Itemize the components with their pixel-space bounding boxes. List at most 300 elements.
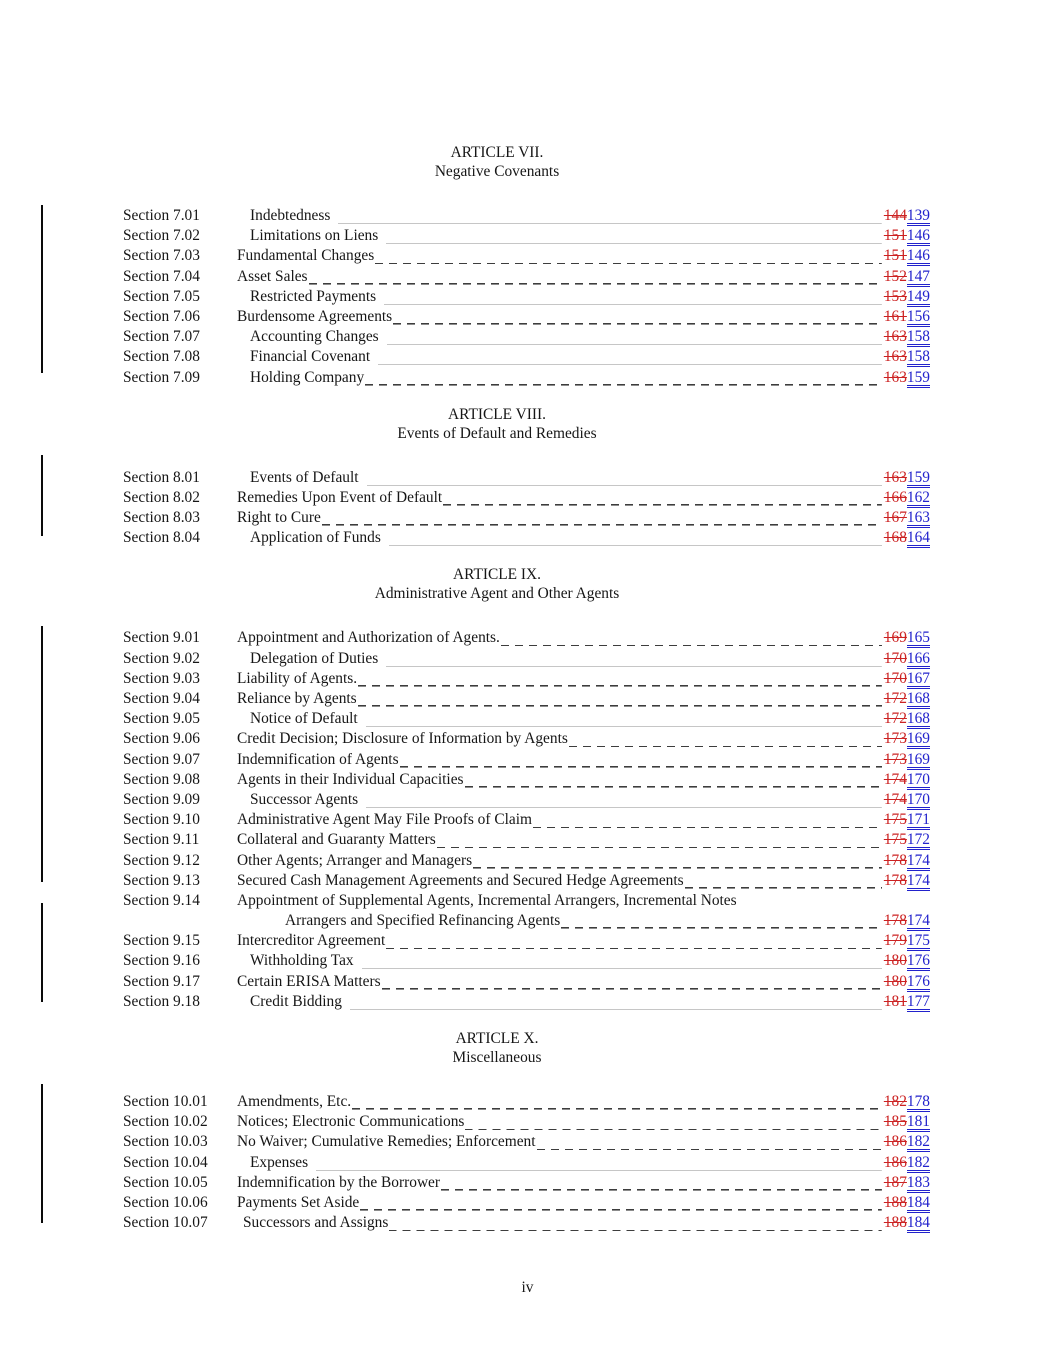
- leader-line: [561, 911, 882, 929]
- section-number: Section 8.04: [123, 529, 200, 547]
- section-number: Section 9.09: [123, 790, 200, 808]
- toc-row: [123, 488, 930, 508]
- section-number: Section 10.03: [123, 1133, 208, 1151]
- article-heading: ARTICLE IX.: [453, 566, 541, 584]
- leader-line: [316, 1153, 882, 1171]
- table-of-contents: [123, 143, 930, 1250]
- toc-row: [123, 931, 930, 951]
- page-numbers: [884, 830, 930, 850]
- section-title: Appointment of Supplemental Agents, Incremental Arrangers, Incremental Notes: [237, 891, 737, 909]
- section-number: Section 7.04: [123, 267, 200, 285]
- page-number-footer: iv: [521, 1279, 534, 1296]
- page-numbers: [884, 528, 930, 548]
- page-numbers: [884, 750, 930, 770]
- page-numbers: [884, 508, 930, 528]
- new-page-number: 146: [906, 227, 930, 245]
- page-numbers: [884, 689, 930, 709]
- section-title: Amendments, Etc.: [237, 1093, 352, 1110]
- toc-row: [123, 689, 930, 709]
- old-page-number: 178: [883, 851, 907, 869]
- page-numbers: [884, 851, 930, 871]
- leader-line: [441, 1173, 882, 1191]
- toc-row: [123, 1092, 930, 1112]
- leader-line: [358, 689, 882, 707]
- new-page-number: 174: [906, 851, 930, 869]
- page-numbers: [884, 649, 930, 669]
- section-title: Credit Bidding: [250, 992, 342, 1010]
- section-title: Indemnification of Agents: [237, 750, 399, 768]
- section-list: [123, 628, 930, 1012]
- toc-row: [123, 368, 930, 388]
- old-page-number: 172: [883, 690, 907, 707]
- section-title: Indemnification by the Borrower: [237, 1173, 441, 1191]
- leader-line: [338, 206, 881, 224]
- section-number: Section 8.01: [123, 468, 200, 486]
- section-number: Section 8.02: [123, 488, 200, 506]
- leader-line: [437, 830, 882, 848]
- change-bar: [41, 455, 43, 536]
- toc-article: [123, 565, 930, 1029]
- new-page-number: 165: [906, 629, 930, 647]
- old-page-number: 188: [883, 1193, 907, 1211]
- section-number: Section 9.05: [123, 710, 200, 728]
- article-spacer: [123, 1012, 930, 1029]
- article-subtitle: Miscellaneous: [452, 1049, 542, 1066]
- article-subtitle: Negative Covenants: [434, 163, 560, 180]
- section-title: Expenses: [250, 1153, 309, 1171]
- toc-row: [123, 790, 930, 810]
- page-numbers: [884, 1173, 930, 1193]
- leader-line: [443, 488, 882, 506]
- leader-line: [350, 992, 882, 1010]
- old-page-number: 167: [883, 509, 907, 527]
- article-heading: ARTICLE VII.: [450, 144, 544, 161]
- section-number: Section 9.14: [123, 891, 200, 909]
- section-title: No Waiver; Cumulative Remedies; Enforcement: [237, 1133, 536, 1151]
- page-numbers: [884, 368, 930, 388]
- article-heading: ARTICLE X.: [455, 1030, 539, 1047]
- page-numbers: [884, 770, 930, 790]
- article-heading-block: [123, 565, 871, 603]
- toc-row: [123, 468, 930, 488]
- change-bar: [41, 903, 43, 1002]
- section-list: [123, 206, 930, 388]
- section-title: Withholding Tax: [250, 952, 354, 970]
- leader-line: [352, 1092, 882, 1110]
- section-number: Section 10.04: [123, 1153, 208, 1171]
- toc-row: [123, 226, 930, 246]
- page-numbers: [884, 1092, 930, 1112]
- section-number: Section 10.05: [123, 1173, 208, 1191]
- new-page-number: 174: [906, 912, 930, 930]
- toc-row: [123, 729, 930, 749]
- leader-line: [378, 347, 882, 365]
- new-page-number: 168: [906, 710, 930, 728]
- old-page-number: 174: [883, 790, 907, 808]
- leader-line: [465, 1112, 881, 1130]
- page-numbers: [884, 226, 930, 246]
- new-page-number: 167: [906, 669, 930, 687]
- toc-row: [123, 628, 930, 648]
- article-subtitle: Administrative Agent and Other Agents: [374, 585, 620, 603]
- leader-line: [358, 669, 882, 687]
- leader-line: [387, 327, 882, 345]
- leader-line: [386, 226, 882, 244]
- section-title: Right to Cure: [237, 509, 321, 527]
- page-numbers: [884, 287, 930, 307]
- article-heading-block: [123, 405, 871, 443]
- leader-line: [465, 770, 882, 788]
- toc-row: [123, 972, 930, 992]
- old-page-number: 163: [883, 348, 907, 366]
- section-number: Section 7.03: [123, 247, 200, 265]
- article-spacer: [123, 388, 930, 405]
- section-title: Reliance by Agents: [237, 690, 357, 707]
- toc-row: [123, 911, 930, 931]
- article-spacer: [123, 1233, 930, 1250]
- article-heading-block: [123, 1029, 871, 1067]
- new-page-number: 178: [906, 1093, 930, 1110]
- section-number: Section 9.15: [123, 932, 200, 950]
- toc-row: [123, 810, 930, 830]
- page-numbers: [884, 911, 930, 931]
- page-numbers: [884, 1193, 930, 1213]
- section-number: Section 7.01: [123, 207, 200, 224]
- page-numbers: [884, 951, 930, 971]
- toc-row: [123, 1153, 930, 1173]
- section-title: Limitations on Liens: [250, 227, 379, 245]
- section-number: Section 7.09: [123, 368, 200, 386]
- section-title: Restricted Payments: [250, 287, 377, 305]
- section-title: Remedies Upon Event of Default: [237, 488, 443, 506]
- section-title: Intercreditor Agreement: [237, 932, 386, 950]
- new-page-number: 159: [906, 368, 930, 386]
- section-title: Secured Cash Management Agreements and Secured Hedge Agreements: [237, 871, 684, 889]
- section-number: Section 9.03: [123, 669, 200, 687]
- leader-line: [501, 628, 882, 646]
- old-page-number: 181: [883, 992, 907, 1010]
- toc-row: [123, 891, 930, 911]
- section-number: Section 9.18: [123, 992, 200, 1010]
- toc-row: [123, 267, 930, 287]
- new-page-number: 147: [906, 267, 930, 285]
- leader-line: [309, 267, 882, 285]
- section-number: Section 9.10: [123, 811, 200, 829]
- section-title: Notices; Electronic Communications: [237, 1113, 465, 1131]
- new-page-number: 175: [906, 932, 930, 950]
- old-page-number: 152: [883, 267, 907, 285]
- toc-article: [123, 405, 930, 566]
- leader-line: [389, 528, 882, 546]
- toc-row: [123, 1173, 930, 1193]
- page-numbers: [884, 347, 930, 367]
- new-page-number: 169: [906, 730, 930, 748]
- section-number: [123, 911, 237, 931]
- new-page-number: 169: [906, 750, 930, 768]
- old-page-number: 166: [883, 488, 907, 506]
- section-title: Fundamental Changes: [237, 247, 375, 265]
- section-title: Liability of Agents.: [237, 669, 358, 687]
- section-title: Burdensome Agreements: [237, 307, 393, 325]
- page-numbers: [884, 931, 930, 951]
- old-page-number: 168: [883, 529, 907, 547]
- section-title: Agents in their Individual Capacities: [237, 770, 464, 788]
- leader-line: [685, 871, 882, 889]
- page-numbers: [884, 468, 930, 488]
- leader-line: [386, 649, 882, 667]
- section-title: Asset Sales: [237, 267, 308, 285]
- toc-row: [123, 851, 930, 871]
- old-page-number: 174: [883, 770, 907, 788]
- leader-line: [473, 851, 882, 869]
- toc-row: [123, 992, 930, 1012]
- section-title: Delegation of Duties: [250, 649, 379, 667]
- new-page-number: 182: [906, 1133, 930, 1151]
- section-title: Notice of Default: [250, 710, 358, 728]
- new-page-number: 177: [906, 992, 930, 1010]
- section-number: Section 9.08: [123, 770, 200, 788]
- section-number: Section 9.16: [123, 952, 200, 970]
- page-numbers: [884, 729, 930, 749]
- page-numbers: [884, 810, 930, 830]
- page-numbers: [884, 267, 930, 287]
- section-title: Certain ERISA Matters: [237, 972, 381, 990]
- old-page-number: 186: [883, 1153, 907, 1171]
- old-page-number: 163: [883, 328, 907, 346]
- page-numbers: [884, 246, 930, 266]
- page-numbers: [884, 488, 930, 508]
- new-page-number: 139: [906, 207, 930, 224]
- old-page-number: 161: [883, 307, 907, 325]
- leader-line: [386, 931, 882, 949]
- section-number: Section 7.07: [123, 328, 200, 346]
- section-number: Section 9.13: [123, 871, 200, 889]
- article-subtitle: Events of Default and Remedies: [397, 424, 597, 442]
- old-page-number: 175: [883, 831, 907, 849]
- old-page-number: 170: [883, 649, 907, 667]
- change-bar: [41, 1084, 43, 1223]
- leader-line: [365, 368, 882, 386]
- section-number: Section 7.02: [123, 227, 200, 245]
- new-page-number: 184: [906, 1214, 930, 1232]
- toc-row: [123, 750, 930, 770]
- old-page-number: 188: [883, 1214, 907, 1232]
- new-page-number: 163: [906, 509, 930, 527]
- new-page-number: 181: [906, 1113, 930, 1131]
- section-title: Holding Company: [250, 368, 365, 386]
- new-page-number: 156: [906, 307, 930, 325]
- old-page-number: 185: [883, 1113, 907, 1131]
- leader-line: [384, 287, 882, 305]
- section-number: Section 10.01: [123, 1093, 208, 1110]
- section-number: Section 10.02: [123, 1113, 208, 1131]
- toc-row: [123, 206, 930, 226]
- leader-line: [360, 1193, 882, 1211]
- section-title: Successors and Assigns: [243, 1214, 389, 1232]
- toc-row: [123, 1213, 930, 1233]
- toc-row: [123, 1193, 930, 1213]
- leader-line: [533, 810, 882, 828]
- toc-row: [123, 649, 930, 669]
- leader-line: [393, 307, 882, 325]
- leader-line: [569, 729, 882, 747]
- old-page-number: 151: [883, 247, 907, 265]
- section-title: Collateral and Guaranty Matters: [237, 831, 436, 849]
- page-numbers: [884, 790, 930, 810]
- section-title: Other Agents; Arranger and Managers: [237, 851, 473, 869]
- section-number: Section 9.01: [123, 629, 200, 647]
- section-title: Successor Agents: [250, 790, 359, 808]
- section-number: Section 9.06: [123, 730, 200, 748]
- toc-row: [123, 709, 930, 729]
- article-spacer: [123, 548, 930, 565]
- new-page-number: 171: [906, 811, 930, 829]
- leader-line: [382, 972, 882, 990]
- page-numbers: [884, 327, 930, 347]
- page-numbers: [884, 1153, 930, 1173]
- toc-row: [123, 871, 930, 891]
- leader-line: [367, 468, 882, 486]
- section-number: Section 7.06: [123, 307, 200, 325]
- leader-line: [389, 1213, 881, 1231]
- article-heading-block: [123, 143, 871, 181]
- section-list: [123, 468, 930, 549]
- old-page-number: 144: [883, 207, 907, 224]
- section-title: Payments Set Aside: [237, 1193, 360, 1211]
- leader-line: [322, 508, 882, 526]
- toc-row: [123, 327, 930, 347]
- toc-row: [123, 287, 930, 307]
- article-heading: ARTICLE VIII.: [448, 405, 546, 423]
- page-numbers: [884, 871, 930, 891]
- new-page-number: 176: [906, 972, 930, 990]
- section-number: Section 7.08: [123, 348, 200, 366]
- page-numbers: [884, 1132, 930, 1152]
- old-page-number: 180: [883, 952, 907, 970]
- section-title: Administrative Agent May File Proofs of Claim: [237, 811, 532, 829]
- new-page-number: 146: [906, 247, 930, 265]
- new-page-number: 183: [906, 1173, 930, 1191]
- old-page-number: 170: [883, 669, 907, 687]
- new-page-number: 159: [906, 468, 930, 486]
- toc-row: [123, 951, 930, 971]
- leader-line: [375, 246, 882, 264]
- new-page-number: 164: [906, 529, 930, 547]
- section-number: Section 10.06: [123, 1193, 208, 1211]
- old-page-number: 163: [883, 468, 907, 486]
- section-title: Credit Decision; Disclosure of Information by Agents: [237, 730, 568, 748]
- section-number: Section 9.07: [123, 750, 200, 768]
- section-number: Section 9.12: [123, 851, 200, 869]
- toc-article: [123, 143, 930, 405]
- old-page-number: 180: [883, 972, 907, 990]
- new-page-number: 184: [906, 1193, 930, 1211]
- section-number: Section 7.05: [123, 287, 200, 305]
- section-number: Section 9.02: [123, 649, 200, 667]
- old-page-number: 169: [883, 629, 907, 647]
- leader-line: [537, 1132, 882, 1150]
- page-numbers: [884, 628, 930, 648]
- leader-line: [366, 790, 882, 808]
- old-page-number: 179: [883, 932, 907, 950]
- toc-row: [123, 307, 930, 327]
- new-page-number: 176: [906, 952, 930, 970]
- old-page-number: 182: [883, 1093, 907, 1110]
- new-page-number: 162: [906, 488, 930, 506]
- section-title: Accounting Changes: [250, 328, 379, 346]
- old-page-number: 178: [883, 912, 907, 930]
- section-number: Section 9.04: [123, 690, 200, 707]
- old-page-number: 151: [883, 227, 907, 245]
- section-number: Section 9.11: [123, 831, 200, 849]
- new-page-number: 174: [906, 871, 930, 889]
- change-bar: [41, 205, 43, 373]
- page-numbers: [884, 206, 930, 226]
- toc-row: [123, 508, 930, 528]
- toc-row: [123, 528, 930, 548]
- old-page-number: 173: [883, 730, 907, 748]
- leader-line: [738, 891, 928, 909]
- page-numbers: [884, 992, 930, 1012]
- section-title: Events of Default: [250, 468, 359, 486]
- change-bar: [41, 626, 43, 882]
- old-page-number: 187: [883, 1173, 907, 1191]
- new-page-number: 149: [906, 287, 930, 305]
- section-title: Appointment and Authorization of Agents.: [237, 629, 500, 647]
- section-number: Section 10.07: [123, 1214, 208, 1232]
- page-numbers: [884, 1112, 930, 1132]
- toc-row: [123, 770, 930, 790]
- toc-row: [123, 246, 930, 266]
- old-page-number: 186: [883, 1133, 907, 1151]
- section-title: Application of Funds: [250, 529, 381, 547]
- section-title: Indebtedness: [250, 207, 331, 224]
- page-numbers: [884, 1213, 930, 1233]
- new-page-number: 170: [906, 770, 930, 788]
- page-numbers: [884, 669, 930, 689]
- new-page-number: 158: [906, 328, 930, 346]
- old-page-number: 153: [883, 287, 907, 305]
- old-page-number: 175: [883, 811, 907, 829]
- new-page-number: 182: [906, 1153, 930, 1171]
- leader-line: [362, 951, 882, 969]
- toc-row: [123, 830, 930, 850]
- page-numbers: [884, 709, 930, 729]
- toc-row: [123, 347, 930, 367]
- page-numbers: [884, 307, 930, 327]
- section-number: Section 9.17: [123, 972, 200, 990]
- old-page-number: 173: [883, 750, 907, 768]
- toc-article: [123, 1029, 930, 1250]
- new-page-number: 168: [906, 690, 930, 707]
- old-page-number: 163: [883, 368, 907, 386]
- leader-line: [366, 709, 882, 727]
- section-list: [123, 1092, 930, 1233]
- toc-row: [123, 669, 930, 689]
- section-number: Section 8.03: [123, 509, 200, 527]
- old-page-number: 178: [883, 871, 907, 889]
- new-page-number: 158: [906, 348, 930, 366]
- toc-row: [123, 1112, 930, 1132]
- new-page-number: 170: [906, 790, 930, 808]
- toc-row: [123, 1132, 930, 1152]
- new-page-number: 172: [906, 831, 930, 849]
- new-page-number: 166: [906, 649, 930, 667]
- leader-line: [400, 750, 882, 768]
- old-page-number: 172: [883, 710, 907, 728]
- section-title: Arrangers and Specified Refinancing Agents: [285, 912, 561, 930]
- section-title: Financial Covenant: [250, 348, 371, 366]
